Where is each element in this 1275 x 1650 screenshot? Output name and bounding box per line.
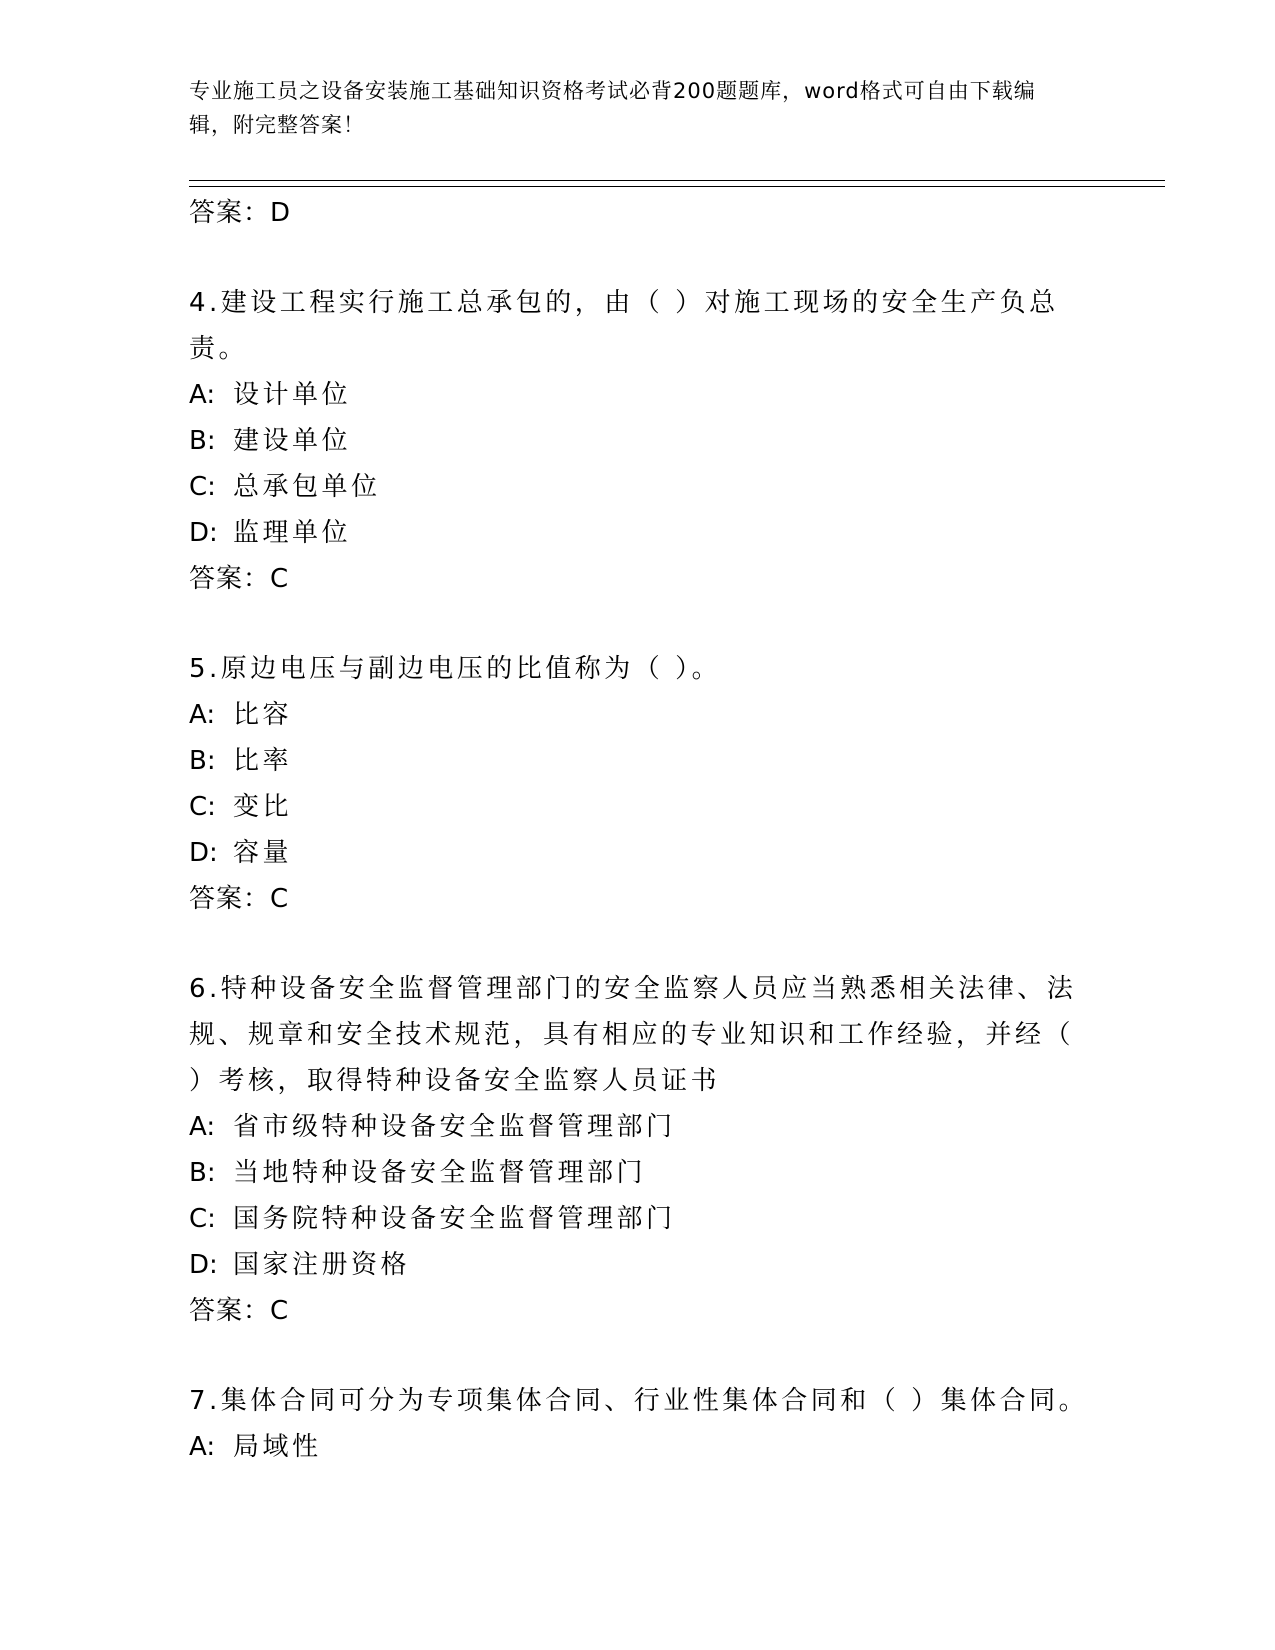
option-row [189, 1242, 1089, 1288]
option-row [189, 1196, 1089, 1242]
question-text: 4.建设工程实行施工总承包的，由（ ）对施工现场的安全生产负总责。 [189, 288, 1059, 364]
option-letter: B: [189, 426, 216, 456]
option-row [189, 418, 1089, 464]
option-letter: B: [189, 1158, 216, 1188]
option-text: 变比 [233, 792, 293, 822]
question-block [189, 280, 1089, 602]
option-letter: C: [189, 792, 216, 822]
option-letter: D: [189, 838, 218, 868]
question-text: 5.原边电压与副边电压的比值称为（ ）。 [189, 654, 722, 684]
option-letter: A: [189, 380, 216, 410]
header-divider-bottom [189, 186, 1165, 187]
option-row [189, 1150, 1089, 1196]
option-row [189, 830, 1089, 876]
option-text: 比容 [233, 700, 293, 730]
answer-line: 答案：D [189, 198, 292, 228]
option-row [189, 738, 1089, 784]
question-list [189, 190, 1089, 1470]
question-text: 6.特种设备安全监督管理部门的安全监察人员应当熟悉相关法律、法规、规章和安全技术规范，具有相应的专业知识和工作经验，并经（ ）考核，取得特种设备安全监察人员证书 [189, 974, 1077, 1096]
option-letter: A: [189, 1432, 216, 1462]
option-row [189, 1104, 1089, 1150]
option-text: 设计单位 [233, 380, 352, 410]
document-header: 专业施工员之设备安装施工基础知识资格考试必背200题题库，word格式可自由下载编辑，附完整答案！ [189, 79, 1036, 137]
option-letter: D: [189, 1250, 218, 1280]
option-row [189, 464, 1089, 510]
option-letter: A: [189, 1112, 216, 1142]
option-letter: A: [189, 700, 216, 730]
option-letter: D: [189, 518, 218, 548]
option-text: 建设单位 [233, 426, 352, 456]
option-row [189, 692, 1089, 738]
option-row [189, 1424, 1089, 1470]
answer-line: 答案：C [189, 564, 290, 594]
answer-line: 答案：C [189, 1296, 290, 1326]
option-text: 当地特种设备安全监督管理部门 [233, 1158, 647, 1188]
header-divider-top [189, 180, 1165, 181]
option-letter: B: [189, 746, 216, 776]
question-block [189, 966, 1089, 1334]
question-text: 7.集体合同可分为专项集体合同、行业性集体合同和（ ）集体合同。 [189, 1386, 1089, 1416]
option-letter: C: [189, 1204, 216, 1234]
option-text: 局域性 [233, 1432, 322, 1462]
questions-container [189, 280, 1089, 1470]
option-text: 容量 [233, 838, 293, 868]
question-block [189, 646, 1089, 922]
option-text: 比率 [233, 746, 293, 776]
option-text: 监理单位 [233, 518, 352, 548]
option-letter: C: [189, 472, 216, 502]
option-row [189, 510, 1089, 556]
option-text: 国家注册资格 [233, 1250, 411, 1280]
option-row [189, 784, 1089, 830]
answer-line: 答案：C [189, 884, 290, 914]
option-text: 总承包单位 [233, 472, 381, 502]
option-row [189, 372, 1089, 418]
option-text: 省市级特种设备安全监督管理部门 [233, 1112, 676, 1142]
option-text: 国务院特种设备安全监督管理部门 [233, 1204, 676, 1234]
question-block [189, 1378, 1089, 1470]
